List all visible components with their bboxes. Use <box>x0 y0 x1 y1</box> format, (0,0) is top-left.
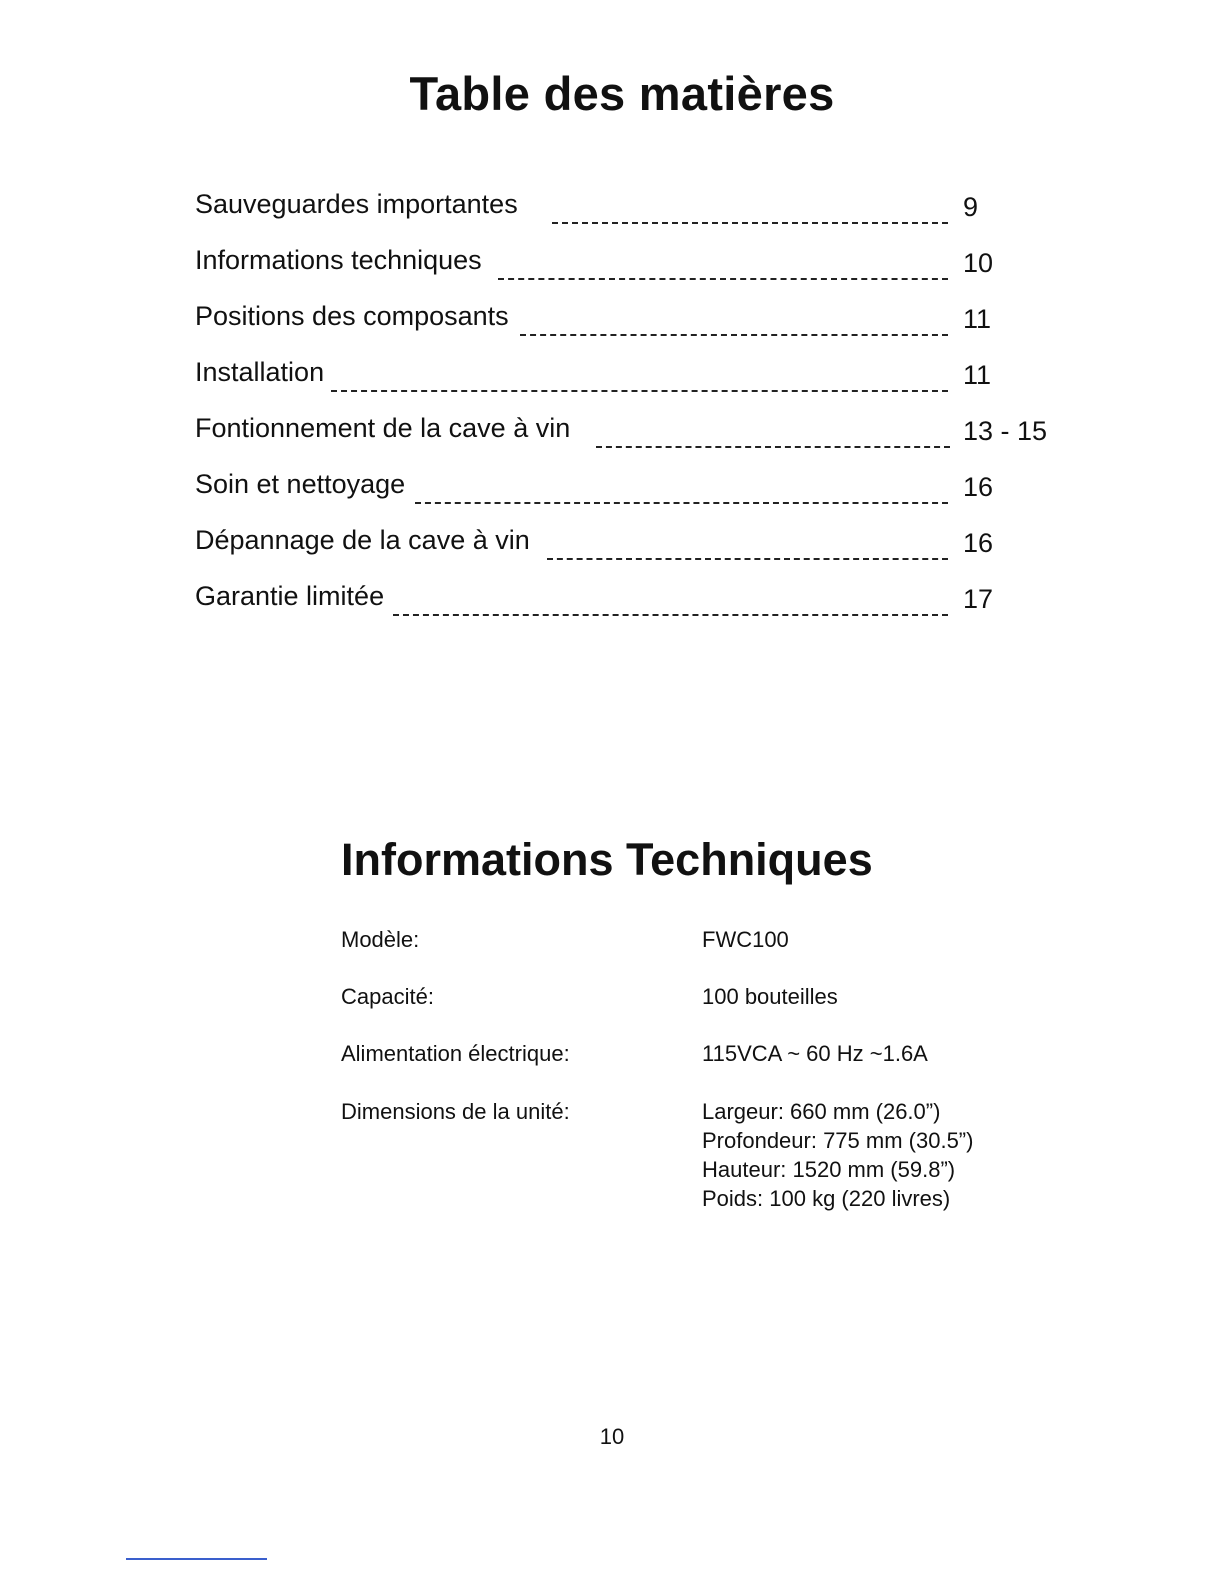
toc-entry-label: Positions des composants <box>195 301 509 331</box>
spec-value-line: Largeur: 660 mm (26.0”) <box>702 1099 941 1124</box>
spec-value-line: Profondeur: 775 mm (30.5”) <box>702 1128 974 1153</box>
toc-entry <box>195 242 1065 298</box>
toc-entry-page: 10 <box>963 248 994 278</box>
toc-entry-label: Garantie limitée <box>195 581 385 611</box>
page-number: 10 <box>599 1424 625 1449</box>
toc-entry-page: 16 <box>963 528 994 558</box>
toc-entry <box>195 298 1065 354</box>
spec-value-line: 115VCA ~ 60 Hz ~1.6A <box>702 1041 928 1066</box>
toc-entry-page: 9 <box>963 192 979 222</box>
toc-entry-label: Informations techniques <box>195 245 482 275</box>
spec-label: Capacité: <box>341 984 434 1009</box>
toc-entry <box>195 354 1065 410</box>
spec-value <box>702 982 838 1011</box>
toc-entry <box>195 410 1065 466</box>
toc-entry <box>195 466 1065 522</box>
spec-value-line: Poids: 100 kg (220 livres) <box>702 1186 951 1211</box>
spec-value <box>702 1097 973 1213</box>
toc-title: Table des matières <box>409 67 835 120</box>
toc-entry <box>195 522 1065 578</box>
spec-label: Alimentation électrique: <box>341 1041 570 1066</box>
toc-entry-page: 16 <box>963 472 994 502</box>
toc-entry <box>195 578 1065 634</box>
toc-entry-label: Installation <box>195 357 325 387</box>
tech-info-title: Informations Techniques <box>341 834 873 885</box>
toc-leader-dots <box>596 446 950 448</box>
scan-edge-line <box>126 1558 267 1560</box>
toc-entry-page: 11 <box>963 304 992 334</box>
toc-leader-dots <box>498 278 948 280</box>
toc-leader-dots <box>520 334 948 336</box>
toc-entry-label: Dépannage de la cave à vin <box>195 525 530 555</box>
spec-value-line: Hauteur: 1520 mm (59.8”) <box>702 1157 956 1182</box>
spec-value <box>702 1039 928 1068</box>
toc-entry <box>195 186 1065 242</box>
spec-value <box>702 925 789 954</box>
toc-list <box>195 186 1065 634</box>
spec-value-line: 100 bouteilles <box>702 984 838 1009</box>
toc-entry-page: 13 - 15 <box>963 416 1048 446</box>
toc-leader-dots <box>393 614 948 616</box>
toc-leader-dots <box>415 502 948 504</box>
toc-entry-label: Fontionnement de la cave à vin <box>195 413 571 443</box>
toc-leader-dots <box>331 390 948 392</box>
toc-entry-label: Sauveguardes importantes <box>195 189 518 219</box>
spec-value-line: FWC100 <box>702 927 789 952</box>
toc-entry-page: 11 <box>963 360 992 390</box>
toc-entry-page: 17 <box>963 584 994 614</box>
toc-entry-label: Soin et nettoyage <box>195 469 406 499</box>
toc-leader-dots <box>547 558 948 560</box>
toc-leader-dots <box>552 222 948 224</box>
spec-label: Dimensions de la unité: <box>341 1099 570 1124</box>
spec-label: Modèle: <box>341 927 420 952</box>
